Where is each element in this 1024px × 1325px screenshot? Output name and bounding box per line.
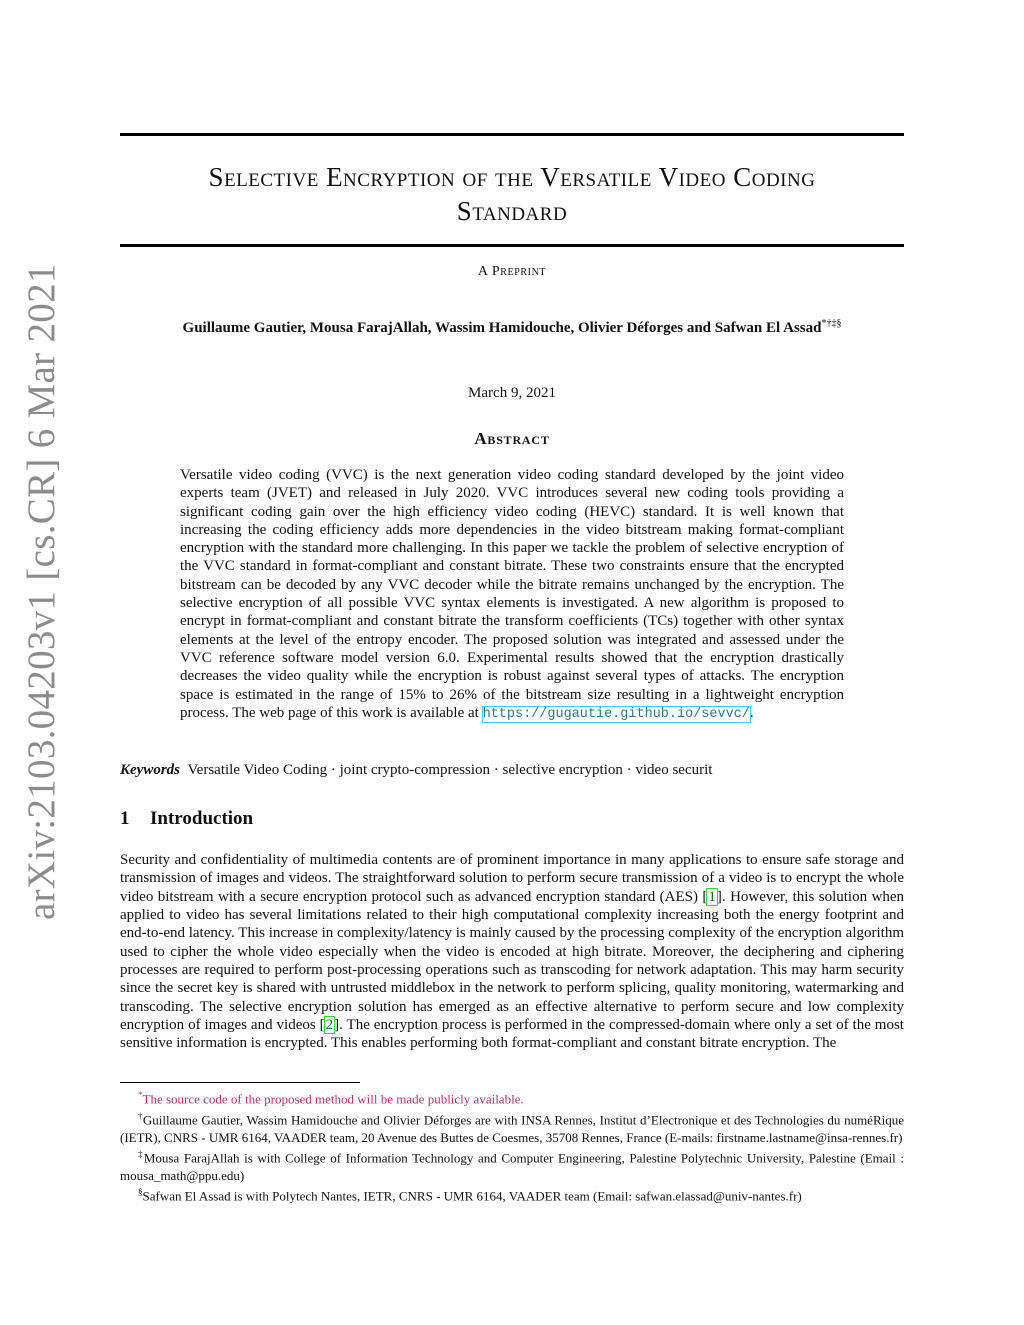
paper-title [120, 160, 904, 228]
footnote-mark: § [138, 1187, 143, 1198]
project-url-link[interactable]: https://gugautie.github.io/sevvc/ [482, 706, 750, 722]
abstract-heading: Abstract [474, 429, 550, 448]
footnote-3 [120, 1146, 904, 1184]
footnote-mark: * [138, 1090, 143, 1100]
keywords-text: Versatile Video Coding · joint crypto-compression · selective encryption · video securit [187, 762, 713, 778]
intro-text-part-3: ]. The encryption process is performed in the compressed-domain where only a set of the most sensitive information is encrypted. This enables performing both format-compliant and constant bitrate encryption. The [120, 1017, 904, 1052]
footnote-text: Mousa FarajAllah is with College of Information Technology and Computer Engineering, Palestine Polytechnic University, Palestine (Email : mousa_math@ppu.edu) [120, 1150, 904, 1183]
intro-text-part-2: ]. However, this solution when applied to video has several limitations related to their high computational complexity increasing both the energy footprint and end-to-end latency. This increase in complexity/latency is mainly caused by the processing complexity of the encryption algorithm used to cipher the whole video especially when the video is encoded at high bitrate. Moreover, the deciphering and ciphering processes are required to perform post-processing operations such as transcoding for network adaptation. This may harm security since the secret key is shared with untrusted middlebox in the network to perform splicing, quality monitoring, watermarking and transcoding. The selective encryption solution has emerged as an effective alternative to perform secure and low complexity encryption of images and videos [ [120, 888, 904, 1034]
paper-title-line-1: Selective Encryption of the Versatile Video Coding [208, 162, 816, 192]
paper-title-line-2: Standard [456, 196, 568, 226]
author-list [120, 318, 904, 337]
keywords-line [120, 762, 904, 779]
footnote-1 [120, 1087, 904, 1108]
footnote-2 [120, 1108, 904, 1146]
keywords-label: Keywords [120, 762, 180, 778]
title-top-rule [120, 133, 904, 136]
footnotes [120, 1087, 904, 1205]
footnote-4 [120, 1184, 904, 1205]
author-names: Guillaume Gautier, Mousa FarajAllah, Wassim Hamidouche, Olivier Déforges and Safwan El Assad [182, 320, 822, 336]
section-title: Introduction [150, 808, 254, 829]
arxiv-identifier-stamp: arXiv:2103.04203v1 [cs.CR] 6 Mar 2021 [20, 263, 63, 920]
citation-link-1[interactable]: 1 [708, 888, 716, 905]
section-number: 1 [120, 808, 130, 829]
abstract-text: Versatile video coding (VVC) is the next generation video coding standard developed by the joint video experts team (JVET) and released in July 2020. VVC introduces several new coding tools providing a significant coding gain over the high efficiency video coding (HEVC) standard. It is well known that increasing the coding efficiency adds more dependencies in the video bitstream making format-compliant encryption with the standard more challenging. In this paper we tackle the problem of selective encryption of the VVC standard in format-compliant and constant bitrate. These two constraints ensure that the encrypted bitstream can be decoded by any VVC decoder while the bitrate remains unchanged by the encryption. The selective encryption of all possible VVC syntax elements is investigated. A new algorithm is proposed to encrypt in format-compliant and constant bitrate the transform coefficients (TCs) together with other syntax elements at the level of the entropy encoder. The proposed solution was integrated and assessed under the VVC reference software model version 6.0. Experimental results showed that the encryption drastically decreases the video quality while the encryption is robust against several types of attacks. The encryption space is estimated in the range of 15% to 26% of the bitstream size resulting in a lightweight encryption process. The web page of this work is available at [180, 467, 844, 721]
intro-text-part-1: Security and confidentiality of multimedia contents are of prominent importance in many applications to ensure safe storage and transmission of images and videos. The straightforward solution to perform secure transmission of a video is to encrypt the whole video bitstream with a secure encryption protocol such as advanced encryption standard (AES) [ [120, 852, 904, 905]
footnote-text: The source code of the proposed method will be made publicly available. [142, 1091, 524, 1107]
preprint-label: A Preprint [477, 264, 547, 279]
title-bottom-rule [120, 244, 904, 247]
footnote-text: Safwan El Assad is with Polytech Nantes, IETR, CNRS - UMR 6164, VAADER team (Email: safwan.elassad@univ-nantes.fr) [142, 1188, 802, 1204]
section-heading-introduction [120, 808, 253, 830]
abstract-end-punctuation: . [749, 704, 754, 721]
author-footnote-marks: *†‡§ [821, 318, 842, 329]
introduction-paragraph [120, 851, 904, 1053]
footnote-mark: † [138, 1110, 143, 1121]
citation-link-2[interactable]: 2 [325, 1017, 334, 1034]
publication-date: March 9, 2021 [468, 385, 556, 401]
footnote-mark: ‡ [138, 1149, 144, 1160]
footnote-separator [120, 1082, 360, 1083]
footnote-text: Guillaume Gautier, Wassim Hamidouche and Olivier Déforges are with INSA Rennes, Institut d’Electronique et des Technologies du numéRique (IETR), CNRS - UMR 6164, VAADER team, 20 Avenue des Buttes de Coesmes, 35708 Rennes, France (E-mails: firstname.lastname@insa-rennes.fr) [120, 1112, 905, 1145]
abstract-body [180, 466, 844, 724]
